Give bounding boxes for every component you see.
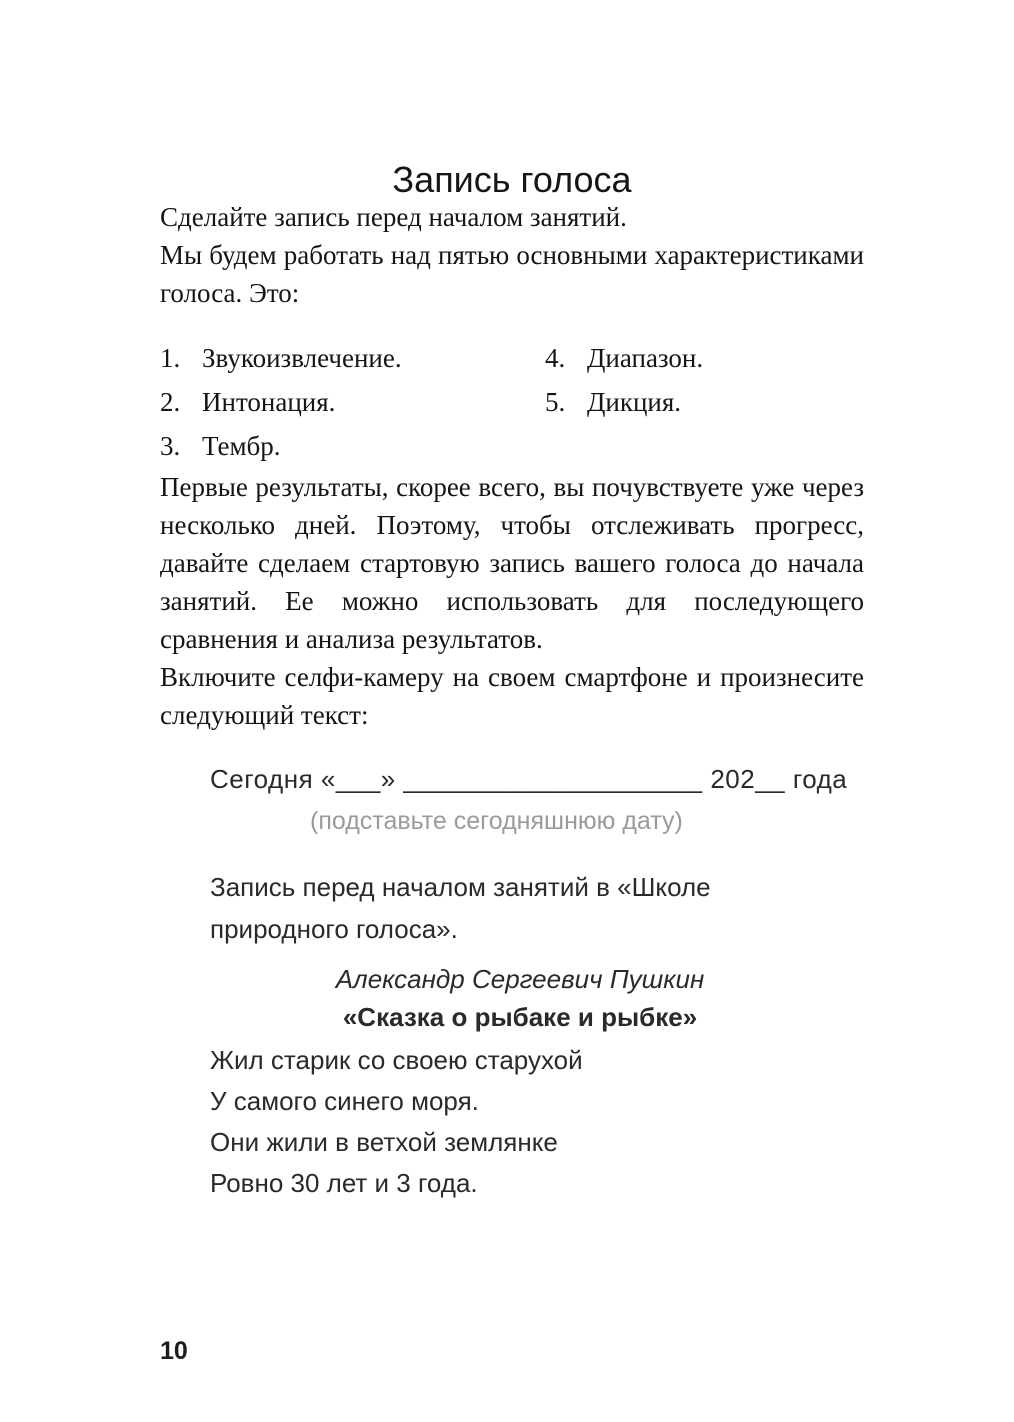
recording-script-block (210, 762, 860, 1204)
list-item (160, 380, 545, 424)
paragraph-intro: Сделайте запись перед началом занятий. (160, 202, 627, 232)
list-item-number: 3. (160, 431, 181, 461)
list-item-text: Интонация. (202, 387, 336, 417)
list-item-number: 1. (160, 343, 181, 373)
characteristics-list (160, 336, 864, 468)
poem-lines (210, 1040, 860, 1204)
page-title: Запись голоса (392, 159, 632, 200)
paragraph-selfie-instruction: Включите селфи-камеру на своем смартфоне и произнесите следующий текст: (160, 662, 864, 730)
paragraph-characteristics: Мы будем работать над пятью основными характеристиками голоса. Это: (160, 240, 864, 308)
poem-line: Они жили в ветхой землянке (210, 1127, 558, 1157)
list-item (160, 424, 545, 468)
date-fill-in-line: Сегодня «___» ____________________ 202__ года (210, 764, 848, 794)
characteristics-list-left-column (160, 336, 545, 468)
list-item-text: Звукоизвлечение. (202, 343, 402, 373)
list-item (545, 380, 864, 424)
poem-author: Александр Сергеевич Пушкин (335, 964, 705, 994)
list-item-number: 5. (545, 387, 566, 417)
date-hint: (подставьте сегодняшнюю дату) (310, 807, 683, 835)
list-item-number: 4. (545, 343, 566, 373)
paragraph-results: Первые результаты, скорее всего, вы почувствуете уже через несколько дней. Поэтому, чтобы отслеживать прогресс, давайте сделаем стартовую запись вашего голоса до начала занятий. Ее можно использовать для последующего сравнения и анализа результатов. (160, 472, 864, 654)
poem-line: Жил старик со своею старухой (210, 1045, 583, 1075)
characteristics-list-right-column (545, 336, 864, 468)
list-item-text: Диапазон. (587, 343, 704, 373)
poem-line: Ровно 30 лет и 3 года. (210, 1168, 478, 1198)
list-item-text: Тембр. (202, 431, 281, 461)
poem-title: «Сказка о рыбаке и рыбке» (342, 1002, 698, 1032)
page-number: 10 (160, 1337, 188, 1365)
list-item (545, 336, 864, 380)
list-item-number: 2. (160, 387, 181, 417)
list-item (160, 336, 545, 380)
poem-line: У самого синего моря. (210, 1086, 479, 1116)
list-item-text: Дикция. (587, 387, 682, 417)
recording-intro-text: Запись перед началом занятий в «Школе природного голоса». (210, 872, 711, 944)
